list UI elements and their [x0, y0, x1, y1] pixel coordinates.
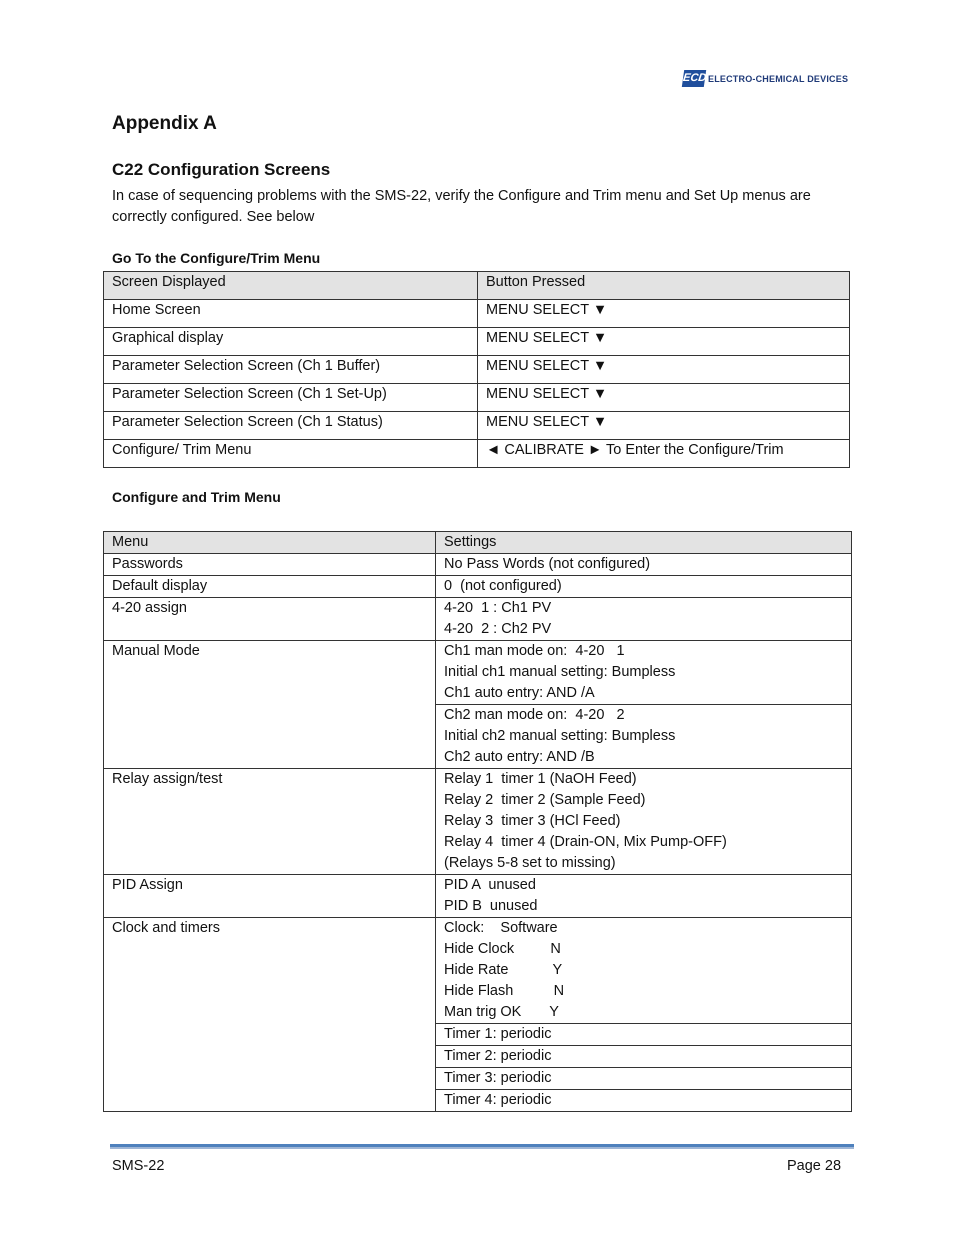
- table-cell: MENU SELECT ▼: [478, 328, 850, 356]
- settings-cell: [436, 554, 852, 576]
- setting-line: 4-20 1 : Ch1 PV: [444, 600, 552, 616]
- section-title: C22 Configuration Screens: [112, 160, 331, 179]
- setting-line: Hide Rate Y: [444, 962, 563, 978]
- table-row-manual-mode-ch1: [104, 641, 852, 705]
- settings-cell: [436, 641, 852, 705]
- table-row: [104, 412, 850, 440]
- table-row: [104, 384, 850, 412]
- menu-cell: Default display: [104, 576, 436, 598]
- configure-trim-navigation-table: [103, 271, 850, 468]
- menu-cell: Passwords: [104, 554, 436, 576]
- table-cell: MENU SELECT ▼: [478, 384, 850, 412]
- table-cell: Home Screen: [104, 300, 478, 328]
- table-cell: ◄ CALIBRATE ► To Enter the Configure/Trim: [478, 440, 850, 468]
- setting-line: Ch1 man mode on: 4-20 1: [444, 643, 625, 659]
- setting-line: Initial ch1 manual setting: Bumpless: [444, 664, 676, 680]
- setting-line: Relay 2 timer 2 (Sample Feed): [444, 792, 646, 808]
- setting-line: Initial ch2 manual setting: Bumpless: [444, 728, 676, 744]
- table-cell: Parameter Selection Screen (Ch 1 Status): [104, 412, 478, 440]
- table-cell: Configure/ Trim Menu: [104, 440, 478, 468]
- settings-cell: [436, 769, 852, 875]
- table-row: [104, 440, 850, 468]
- table1-title: Go To the Configure/Trim Menu: [112, 250, 321, 266]
- setting-line: Clock: Software: [444, 920, 558, 936]
- setting-line: No Pass Words (not configured): [444, 556, 651, 572]
- menu-cell: Relay assign/test: [104, 769, 436, 875]
- table-cell: Parameter Selection Screen (Ch 1 Buffer): [104, 356, 478, 384]
- settings-cell: Timer 1: periodic: [436, 1024, 852, 1046]
- menu-cell: 4-20 assign: [104, 598, 436, 641]
- setting-line: (Relays 5-8 set to missing): [444, 855, 616, 871]
- setting-line: 4-20 2 : Ch2 PV: [444, 621, 552, 637]
- table-cell: MENU SELECT ▼: [478, 356, 850, 384]
- setting-line: Relay 3 timer 3 (HCl Feed): [444, 813, 621, 829]
- table-cell: Graphical display: [104, 328, 478, 356]
- table-row: [104, 328, 850, 356]
- settings-cell: [436, 705, 852, 769]
- setting-line: 0 (not configured): [444, 578, 562, 594]
- setting-line: Hide Clock N: [444, 941, 561, 957]
- footer-document-name: SMS-22: [112, 1158, 165, 1174]
- table-row-420-assign: [104, 598, 852, 641]
- table-row-relay: [104, 769, 852, 875]
- company-name: ELECTRO-CHEMICAL DEVICES: [708, 73, 849, 84]
- company-logo: [683, 70, 848, 87]
- menu-cell: Clock and timers: [104, 918, 436, 1112]
- header-cell: Menu: [104, 532, 436, 554]
- table-cell: Parameter Selection Screen (Ch 1 Set-Up): [104, 384, 478, 412]
- table-row-passwords: [104, 554, 852, 576]
- setting-line: Relay 4 timer 4 (Drain-ON, Mix Pump-OFF): [444, 834, 727, 850]
- setting-line: PID B unused: [444, 898, 538, 914]
- setting-line: Ch1 auto entry: AND /A: [444, 685, 595, 701]
- table2-title: Configure and Trim Menu: [112, 489, 281, 505]
- table-cell: MENU SELECT ▼: [478, 300, 850, 328]
- intro-paragraph: In case of sequencing problems with the SMS-22, verify the Configure and Trim menu and Set Up menus are correctly configured. See below: [112, 188, 811, 225]
- header-cell: Screen Displayed: [104, 272, 478, 300]
- setting-line: Relay 1 timer 1 (NaOH Feed): [444, 771, 637, 787]
- table-row: [104, 356, 850, 384]
- table-header-row: [104, 272, 850, 300]
- ecd-logo-mark: ECD: [682, 70, 706, 87]
- header-cell: Settings: [436, 532, 852, 554]
- settings-cell: Timer 4: periodic: [436, 1090, 852, 1112]
- header-cell: Button Pressed: [478, 272, 850, 300]
- settings-cell: Timer 2: periodic: [436, 1046, 852, 1068]
- settings-cell: [436, 576, 852, 598]
- table-header-row: [104, 532, 852, 554]
- setting-line: Ch2 man mode on: 4-20 2: [444, 707, 625, 723]
- table-cell: MENU SELECT ▼: [478, 412, 850, 440]
- settings-cell: Timer 3: periodic: [436, 1068, 852, 1090]
- menu-cell: PID Assign: [104, 875, 436, 918]
- footer-page-number: Page 28: [787, 1158, 842, 1174]
- setting-line: Ch2 auto entry: AND /B: [444, 749, 595, 765]
- table-row-default-display: [104, 576, 852, 598]
- settings-cell: [436, 598, 852, 641]
- table-row: [104, 300, 850, 328]
- setting-line: PID A unused: [444, 877, 536, 893]
- menu-cell: Manual Mode: [104, 641, 436, 769]
- table-row-pid: [104, 875, 852, 918]
- settings-cell: [436, 918, 852, 1024]
- configure-trim-menu-table: [103, 531, 852, 1112]
- footer-divider: [110, 1144, 854, 1149]
- settings-cell: [436, 875, 852, 918]
- setting-line: Man trig OK Y: [444, 1004, 559, 1020]
- table-row-clock: [104, 918, 852, 1024]
- appendix-title: Appendix A: [112, 113, 217, 134]
- setting-line: Hide Flash N: [444, 983, 565, 999]
